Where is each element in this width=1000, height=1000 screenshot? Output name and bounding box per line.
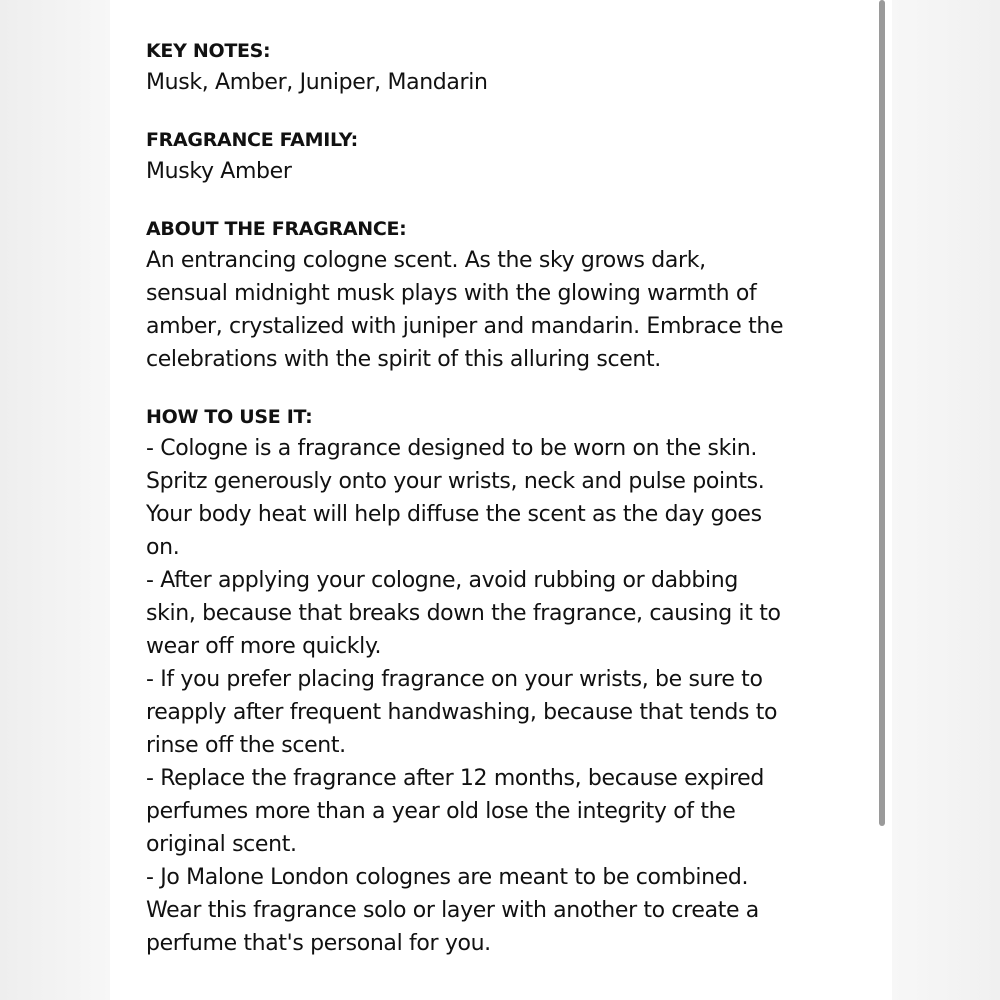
text-line: Wear this fragrance solo or layer with another to create a (146, 898, 759, 923)
text-line: Musky Amber (146, 159, 292, 184)
text-line: reapply after frequent handwashing, because that tends to (146, 700, 778, 725)
text-line: rinse off the scent. (146, 733, 346, 758)
text-line: perfumes more than a year old lose the integrity of the (146, 799, 736, 824)
how-to-use-text (146, 432, 866, 960)
text-line: celebrations with the spirit of this alluring scent. (146, 347, 661, 372)
key-notes-text (146, 66, 866, 99)
key-notes-section (146, 36, 866, 99)
about-fragrance-section (146, 214, 866, 376)
text-line: wear off more quickly. (146, 634, 382, 659)
text-line: skin, because that breaks down the fragrance, causing it to (146, 601, 781, 626)
how-to-use-section (146, 402, 866, 960)
text-line: Your body heat will help diffuse the scent as the day goes (146, 502, 762, 527)
text-line: - If you prefer placing fragrance on your wrists, be sure to (146, 667, 763, 692)
text-line: - After applying your cologne, avoid rubbing or dabbing (146, 568, 738, 593)
left-margin (0, 0, 110, 1000)
how-to-use-heading: HOW TO USE IT: (146, 406, 313, 428)
fragrance-family-text (146, 155, 866, 188)
right-margin (892, 0, 1000, 1000)
text-line: - Jo Malone London colognes are meant to be combined. (146, 865, 749, 890)
text-line: Musk, Amber, Juniper, Mandarin (146, 70, 488, 95)
text-line: perfume that's personal for you. (146, 931, 491, 956)
text-line: An entrancing cologne scent. As the sky grows dark, (146, 248, 706, 273)
about-fragrance-text (146, 244, 866, 376)
text-line: - Cologne is a fragrance designed to be worn on the skin. (146, 436, 758, 461)
text-line: sensual midnight musk plays with the glowing warmth of (146, 281, 757, 306)
text-line: - Replace the fragrance after 12 months, because expired (146, 766, 764, 791)
text-line: amber, crystalized with juniper and mandarin. Embrace the (146, 314, 784, 339)
about-fragrance-heading: ABOUT THE FRAGRANCE: (146, 218, 407, 240)
scrollbar-thumb[interactable] (879, 0, 885, 826)
fragrance-family-section (146, 125, 866, 188)
key-notes-heading: KEY NOTES: (146, 40, 271, 62)
product-description (146, 36, 866, 986)
text-line: on. (146, 535, 180, 560)
fragrance-family-heading: FRAGRANCE FAMILY: (146, 129, 358, 151)
text-line: original scent. (146, 832, 297, 857)
text-line: Spritz generously onto your wrists, neck and pulse points. (146, 469, 765, 494)
